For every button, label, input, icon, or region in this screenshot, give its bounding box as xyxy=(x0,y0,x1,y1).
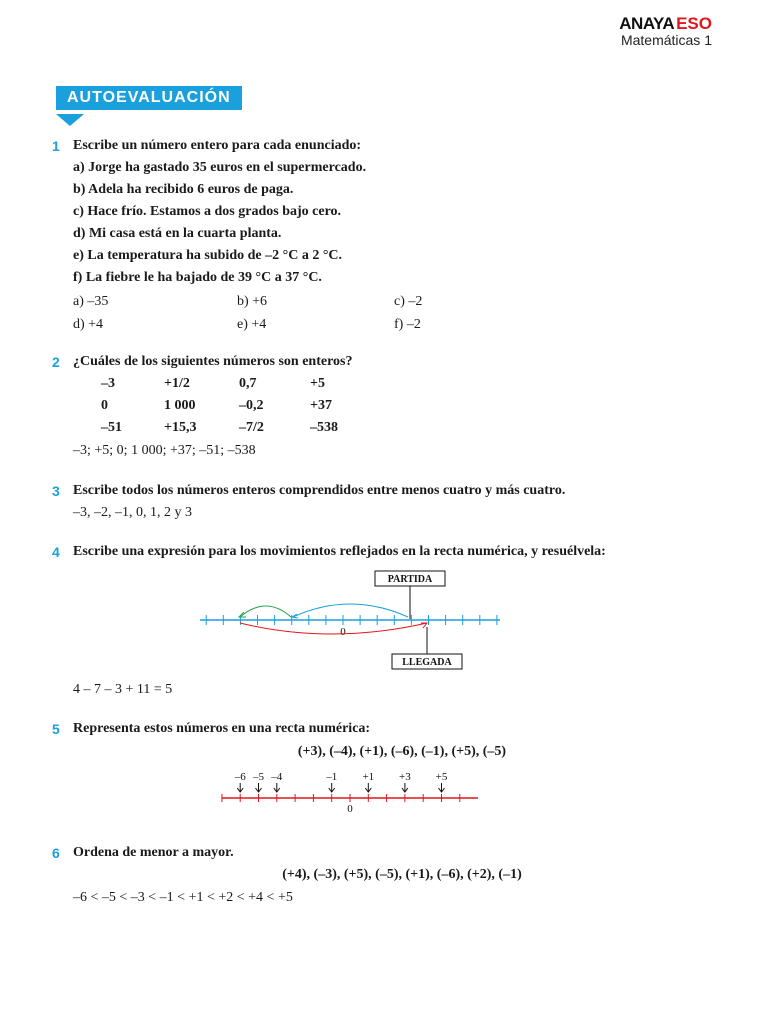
grid-cell: –3 xyxy=(101,376,115,391)
question-2 xyxy=(52,354,732,464)
q4-answer: 4 – 7 – 3 + 11 = 5 xyxy=(73,682,173,697)
badge-arrow-icon xyxy=(56,114,84,126)
grid-cell: –51 xyxy=(101,420,122,435)
brand-logo-accent: ESO xyxy=(676,14,712,33)
grid-cell: –538 xyxy=(310,420,338,435)
point-label: –4 xyxy=(271,771,283,783)
zero-label: 0 xyxy=(340,626,346,638)
zero-label: 0 xyxy=(347,803,353,815)
question-6 xyxy=(52,845,732,911)
numbers-list: (+4), (–3), (+5), (–5), (+1), (–6), (+2), (–1) xyxy=(282,867,522,882)
statement-item: d) Mi casa está en la cuarta planta. xyxy=(73,226,282,241)
end-label: LLEGADA xyxy=(402,657,452,668)
grid-cell: 0 xyxy=(101,398,108,413)
grid-cell: +5 xyxy=(310,376,325,391)
question-number: 4 xyxy=(52,544,60,560)
answer: –6 < –5 < –3 < –1 < +1 < +2 < +4 < +5 xyxy=(73,890,293,905)
number-line-q4 xyxy=(0,565,768,675)
answer-item: e) +4 xyxy=(237,317,267,332)
question-1 xyxy=(52,138,732,338)
grid-cell: 0,7 xyxy=(239,376,257,391)
move-arrow-plus11 xyxy=(240,623,427,634)
number-line-q5 xyxy=(0,768,768,818)
numbers-list: (+3), (–4), (+1), (–6), (–1), (+5), (–5) xyxy=(297,744,507,759)
point-marks xyxy=(234,771,448,792)
grid-cell: 1 000 xyxy=(164,398,196,413)
statement-item: c) Hace frío. Estamos a dos grados bajo cero. xyxy=(73,204,342,219)
statement-item: a) Jorge ha gastado 35 euros en el supermercado. xyxy=(73,160,367,175)
grid-cell: –0,2 xyxy=(239,398,264,413)
brand-logo: ANAYA xyxy=(619,14,675,33)
statement-item: e) La temperatura ha subido de –2 °C a 2 °C. xyxy=(73,248,343,263)
answer-item: d) +4 xyxy=(73,317,104,332)
question-prompt: Escribe un número entero para cada enunciado: xyxy=(73,138,362,153)
question-prompt: Escribe todos los números enteros comprendidos entre menos cuatro y más cuatro. xyxy=(73,483,566,498)
statement-item: b) Adela ha recibido 6 euros de paga. xyxy=(73,182,294,197)
answer-item: c) –2 xyxy=(394,294,423,309)
question-number: 5 xyxy=(52,721,60,737)
move-arrow-minus7 xyxy=(293,604,408,617)
grid-cell: +15,3 xyxy=(164,420,197,435)
question-prompt: ¿Cuáles de los siguientes números son enteros? xyxy=(73,354,353,369)
answer-item: f) –2 xyxy=(394,317,421,332)
question-prompt: Representa estos números en una recta numérica: xyxy=(73,721,371,736)
question-5 xyxy=(52,721,732,767)
grid-cell: –7/2 xyxy=(239,420,264,435)
question-prompt: Ordena de menor a mayor. xyxy=(73,845,234,860)
question-number: 1 xyxy=(52,138,60,154)
point-label: +3 xyxy=(399,771,411,783)
answer-item: b) +6 xyxy=(237,294,268,309)
brand-header xyxy=(619,14,712,48)
answer: –3, –2, –1, 0, 1, 2 y 3 xyxy=(73,505,192,520)
grid-cell: +1/2 xyxy=(164,376,190,391)
answer: –3; +5; 0; 1 000; +37; –51; –538 xyxy=(73,443,256,458)
point-label: +1 xyxy=(362,771,375,783)
subject-label: Matemáticas 1 xyxy=(620,32,712,48)
point-label: –1 xyxy=(326,771,338,783)
point-label: –5 xyxy=(253,771,264,783)
question-number: 6 xyxy=(52,845,60,861)
section-title: AUTOEVALUACIÓN xyxy=(56,86,242,110)
answer-item: a) –35 xyxy=(73,294,109,309)
section-badge xyxy=(56,86,242,126)
start-label: PARTIDA xyxy=(387,574,433,585)
statement-item: f) La fiebre le ha bajado de 39 °C a 37 °C. xyxy=(73,270,322,285)
question-number: 2 xyxy=(52,354,60,370)
move-arrow-minus3 xyxy=(240,606,291,617)
point-label: –6 xyxy=(234,771,246,783)
question-number: 3 xyxy=(52,483,60,499)
question-3 xyxy=(52,483,732,529)
grid-cell: +37 xyxy=(310,398,332,413)
question-4 xyxy=(52,544,732,564)
question-prompt: Escribe una expresión para los movimientos reflejados en la recta numérica, y resuélvela: xyxy=(73,544,606,559)
point-label: +5 xyxy=(435,771,448,783)
